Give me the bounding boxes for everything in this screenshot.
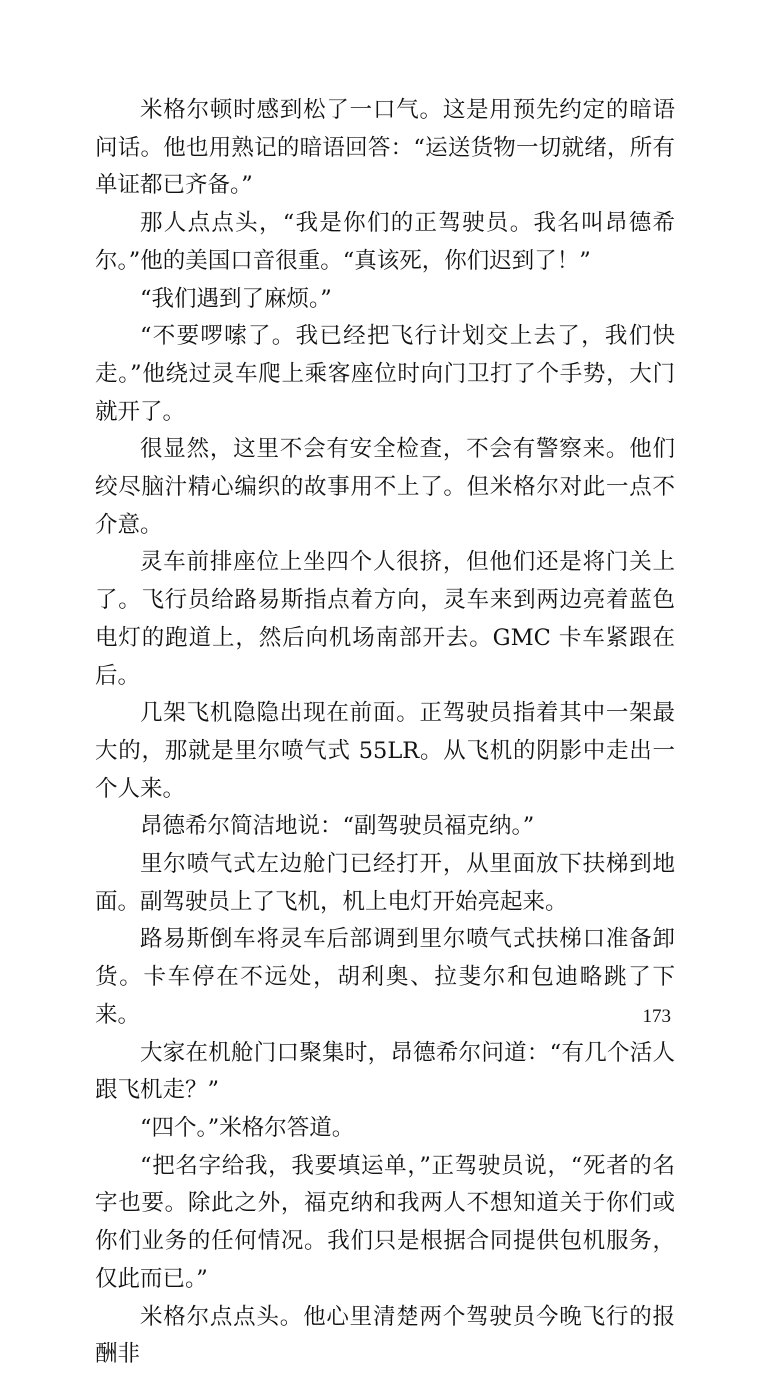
- paragraph-4: “不要啰嗦了。我已经把飞行计划交上去了，我们快走。”他绕过灵车爬上乘客座位时向门卫打了个手势，大门就开了。: [95, 323, 675, 425]
- paragraph-2: 那人点点头，“我是你们的正驾驶员。我名叫昂德希尔。”他的美国口音很重。“真该死，你们迟到了！”: [95, 210, 675, 274]
- paragraph-9: 里尔喷气式左边舱门已经打开，从里面放下扶梯到地面。副驾驶员上了飞机，机上电灯开始亮起来。: [95, 851, 675, 915]
- paragraph-14: 米格尔点点头。他心里清楚两个驾驶员今晚飞行的报酬非: [95, 1303, 675, 1368]
- paragraph-11: 大家在机舱门口聚集时，昂德希尔问道：“有几个活人跟飞机走？”: [95, 1039, 675, 1104]
- paragraph-12: “四个。”米格尔答道。: [140, 1114, 355, 1141]
- paragraph-6: 灵车前排座位上坐四个人很挤，但他们还是将门关上了。飞行员给路易斯指点着方向，灵车来到两边亮着蓝色电灯的跑道上，然后向机场南部开去。GMC 卡车紧跟在后。: [95, 549, 675, 689]
- body-text: [95, 92, 675, 1374]
- paragraph-7: 几架飞机隐隐出现在前面。正驾驶员指着其中一架最大的，那就是里尔喷气式 55LR。从飞机的阴影中走出一个人来。: [95, 700, 675, 802]
- paragraph-13: “把名字给我，我要填运单，”正驾驶员说，“死者的名字也要。除此之外，福克纳和我两人不想知道关于你们或你们业务的任何情况。我们只是根据合同提供包机服务，仅此而已。”: [95, 1152, 675, 1292]
- paragraph-8: 昂德希尔简洁地说：“副驾驶员福克纳。”: [140, 813, 535, 840]
- paragraph-1: 米格尔顿时感到松了一口气。这是用预先约定的暗语问话。他也用熟记的暗语回答：“运送货物一切就绪，所有单证都已齐备。”: [95, 97, 675, 199]
- paragraph-5: 很显然，这里不会有安全检查，不会有警察来。他们绞尽脑汁精心编织的故事用不上了。但米格尔对此一点不介意。: [95, 436, 675, 538]
- paragraph-10: 路易斯倒车将灵车后部调到里尔喷气式扶梯口准备卸货。卡车停在不远处，胡利奥、拉斐尔和包迪略跳了下来。: [95, 926, 675, 1028]
- paragraph-3: “我们遇到了麻烦。”: [140, 285, 332, 312]
- page-number: 173: [642, 1006, 671, 1027]
